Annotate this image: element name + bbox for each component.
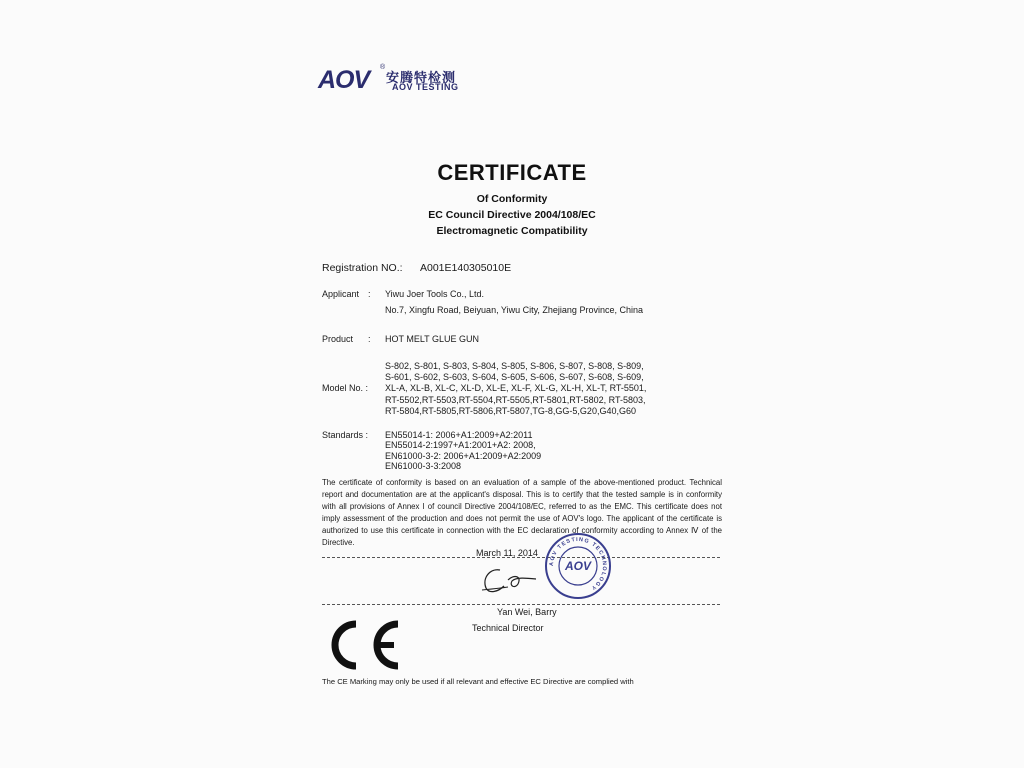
company-seal-stamp xyxy=(544,532,612,600)
applicant-separator: : xyxy=(368,289,371,299)
model-list xyxy=(385,361,646,417)
dashed-divider-top xyxy=(322,557,720,558)
aov-logo xyxy=(318,64,468,98)
standard-line: EN55014-1: 2006+A1:2009+A2:2011 xyxy=(385,430,533,440)
model-line: S-601, S-602, S-603, S-604, S-605, S-606, S-607, S-608, S-609, xyxy=(385,372,644,383)
logo-chinese-name: 安腾特检测 xyxy=(386,70,457,85)
certificate-subtitle-conformity: Of Conformity xyxy=(476,193,548,205)
model-line: S-802, S-801, S-803, S-804, S-805, S-806, S-807, S-808, S-809, xyxy=(385,361,644,371)
issue-date: March 11, 2014 xyxy=(476,548,538,558)
dashed-divider-bottom xyxy=(322,604,720,605)
ce-footer-note: The CE Marking may only be used if all relevant and effective EC Directive are complied with xyxy=(322,677,634,686)
signer-title: Technical Director xyxy=(472,623,544,633)
product-label: Product xyxy=(322,334,354,344)
model-line: RT-5804,RT-5805,RT-5806,RT-5807,TG-8,GG-5,G20,G40,G60 xyxy=(385,405,636,416)
logo-registered-mark: ® xyxy=(380,64,386,71)
certificate-title: CERTIFICATE xyxy=(437,160,587,185)
conformity-statement: The certificate of conformity is based on an evaluation of a sample of the above-mentioned product. Technical report and documentation are at the applicant's disposal. This is to certify that the tested sample is in conformity with all provisions of Annex I of council Directive 2004/108/EC, referred to as the EMC. This certificate does not imply assessment of the production and does not permit the use of AOV's logo. The applicant of the certificate is authorized to use this certificate in connection with the EC declaration of conformity according to Annex Ⅳ of the Directive. xyxy=(322,478,722,548)
model-line: RT-5502,RT-5503,RT-5504,RT-5505,RT-5801,RT-5802, RT-5803, xyxy=(385,394,646,405)
registration-number: A001E140305010E xyxy=(420,262,512,274)
standards-list xyxy=(385,430,541,472)
standard-line: EN55014-2:1997+A1:2001+A2: 2008, xyxy=(385,440,536,451)
applicant-address: No.7, Xingfu Road, Beiyuan, Yiwu City, Zhejiang Province, China xyxy=(385,305,643,315)
standards-label: Standards : xyxy=(322,430,369,440)
ce-mark-icon xyxy=(322,618,406,672)
registration-label: Registration NO.: xyxy=(322,262,403,274)
certificate-subtitle-directive: EC Council Directive 2004/108/EC xyxy=(428,209,596,221)
standard-line: EN61000-3-2: 2006+A1:2009+A2:2009 xyxy=(385,450,542,461)
product-value: HOT MELT GLUE GUN xyxy=(385,334,480,344)
logo-mark: AOV xyxy=(318,66,370,94)
logo-english-name: AOV TESTING xyxy=(392,82,459,92)
applicant-label: Applicant xyxy=(322,289,360,299)
stamp-center-text: AOV xyxy=(564,559,592,573)
signer-name: Yan Wei, Barry xyxy=(497,607,557,617)
standard-line: EN61000-3-3:2008 xyxy=(385,461,462,472)
stamp-ring-text: AOV TESTING TECHNOLOGY xyxy=(548,536,608,592)
handwritten-signature xyxy=(478,562,548,598)
product-separator: : xyxy=(368,334,371,344)
applicant-name: Yiwu Joer Tools Co., Ltd. xyxy=(385,289,485,299)
model-label: Model No. : xyxy=(322,383,369,393)
certificate-subtitle-emc: Electromagnetic Compatibility xyxy=(436,225,588,237)
model-line: XL-A, XL-B, XL-C, XL-D, XL-E, XL-F, XL-G, XL-H, XL-T, RT-5501, xyxy=(385,383,647,394)
